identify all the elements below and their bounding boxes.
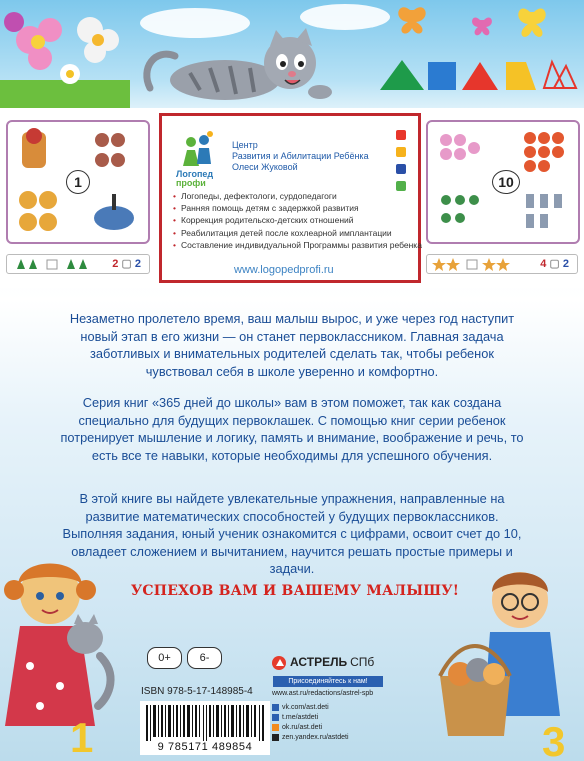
title-line-1: Центр bbox=[232, 140, 258, 150]
social-link-label: vk.com/ast.deti bbox=[282, 704, 329, 711]
barcode-digits: 9 785171 489854 bbox=[157, 741, 253, 753]
list-item: • Коррекция родительско-детских отношений bbox=[172, 214, 422, 226]
right-task-card bbox=[426, 120, 580, 244]
cloud bbox=[300, 4, 390, 30]
publisher-name: АСТРЕЛЬ bbox=[290, 655, 348, 669]
corner-number-right: 3 bbox=[542, 718, 566, 761]
count-a: 4 bbox=[540, 258, 547, 270]
title-line-2: Развития и Абилитации Ребёнка bbox=[232, 151, 369, 161]
task-number: 10 bbox=[492, 170, 520, 194]
list-item: • Ранняя помощь детям с задержкой развития bbox=[172, 202, 422, 214]
services-list bbox=[172, 190, 422, 251]
publisher-logo bbox=[272, 655, 374, 670]
social-link-label: ok.ru/ast.deti bbox=[282, 724, 323, 731]
heart-icon bbox=[396, 147, 406, 157]
logopedprofi-ad bbox=[159, 113, 421, 283]
count-a: 2 bbox=[112, 258, 119, 270]
brand-line-1: Логопед bbox=[176, 169, 214, 179]
slogan: УСПЕХОВ ВАМ И ВАШЕМУ МАЛЫШУ! bbox=[130, 583, 460, 599]
astrel-logo-icon bbox=[272, 656, 286, 670]
trees-icon bbox=[11, 257, 101, 271]
ok-icon bbox=[272, 724, 279, 731]
list-item: • Составление индивидуальной Программы развития ребенка bbox=[172, 239, 422, 251]
list-item: • Логопеды, дефектологи, сурдопедагоги bbox=[172, 190, 422, 202]
left-answer-strip bbox=[6, 254, 150, 274]
age-rating-badge: 0+ bbox=[147, 647, 182, 669]
intro-paragraph-3: В этой книге вы найдете увлекательные упражнения, направленные на развитие математических способностей у будущих первоклассников. Выполняя задания, юный ученик ознакомится с цифрами, освоит счет до 10, овладеет сложением и вычитанием, научится решать простые примеры и задачи. bbox=[62, 491, 522, 576]
brand-line-2: профи bbox=[176, 178, 206, 188]
cat-illustration bbox=[130, 28, 340, 108]
boy-with-kittens-illustration bbox=[420, 566, 584, 761]
heart-icon bbox=[396, 164, 406, 174]
barcode bbox=[140, 701, 270, 755]
logopedprofi-url[interactable]: www.logopedprofi.ru bbox=[234, 264, 334, 276]
age-rating-badge: 6- bbox=[187, 647, 222, 669]
social-link-label: t.me/astdeti bbox=[282, 714, 319, 721]
telegram-icon bbox=[272, 714, 279, 721]
stars-icon bbox=[431, 257, 527, 271]
right-answer-strip bbox=[426, 254, 578, 274]
answer-box: ▢ bbox=[549, 258, 560, 270]
social-link-vk[interactable] bbox=[272, 703, 349, 713]
publisher-site-link[interactable]: www.ast.ru/redactions/astrel-spb bbox=[272, 690, 374, 697]
answer-counts bbox=[112, 257, 141, 270]
logopedprofi-logo-icon bbox=[177, 130, 217, 170]
intro-paragraph-1: Незаметно пролетело время, ваш малыш вырос, и уже через год наступит новый этап в его жизни — он станет первоклассником. Главная задача заботливых и внимательных родителей сделать так, чтобы ребенок чувствовал себя в школе уверенно и комфортно. bbox=[69, 311, 515, 379]
answer-box: ▢ bbox=[121, 258, 132, 270]
corner-number-left: 1 bbox=[70, 714, 94, 761]
list-item: • Реабилитация детей после кохлеарной имплантации bbox=[172, 227, 422, 239]
social-link-zen[interactable] bbox=[272, 733, 349, 743]
flowers-illustration bbox=[0, 0, 130, 120]
intro-paragraph-2: Серия книг «365 дней до школы» вам в этом поможет, так как создана специально для будущих первоклашек. С помощью книг серии ребенок потренирует мышление и логику, память и внимание, воображение и речь, то есть все те навыки, которые необходимы для успешного обучения. bbox=[60, 395, 524, 463]
isbn-label: ISBN 978-5-17-148985-4 bbox=[141, 686, 253, 697]
publisher-city: СПб bbox=[350, 655, 375, 669]
vk-icon bbox=[272, 704, 279, 711]
join-us-banner: Присоединяйтесь к нам! bbox=[273, 676, 383, 687]
left-task-card bbox=[6, 120, 150, 244]
center-title bbox=[232, 140, 412, 173]
social-link-telegram[interactable] bbox=[272, 713, 349, 723]
title-line-3: Олеси Жуковой bbox=[232, 162, 298, 172]
butterflies-illustration bbox=[380, 0, 584, 110]
logo-caption bbox=[176, 170, 224, 188]
task-number: 1 bbox=[66, 170, 90, 194]
zen-icon bbox=[272, 734, 279, 741]
girl-with-cat-illustration bbox=[0, 556, 135, 761]
social-links bbox=[272, 703, 349, 743]
heart-markers bbox=[396, 130, 410, 198]
count-b: 2 bbox=[562, 258, 569, 270]
social-link-ok[interactable] bbox=[272, 723, 349, 733]
count-b: 2 bbox=[134, 258, 141, 270]
barcode-bars bbox=[146, 705, 264, 741]
social-link-label: zen.yandex.ru/astdeti bbox=[282, 734, 349, 741]
heart-icon bbox=[396, 130, 406, 140]
answer-counts bbox=[540, 257, 569, 270]
